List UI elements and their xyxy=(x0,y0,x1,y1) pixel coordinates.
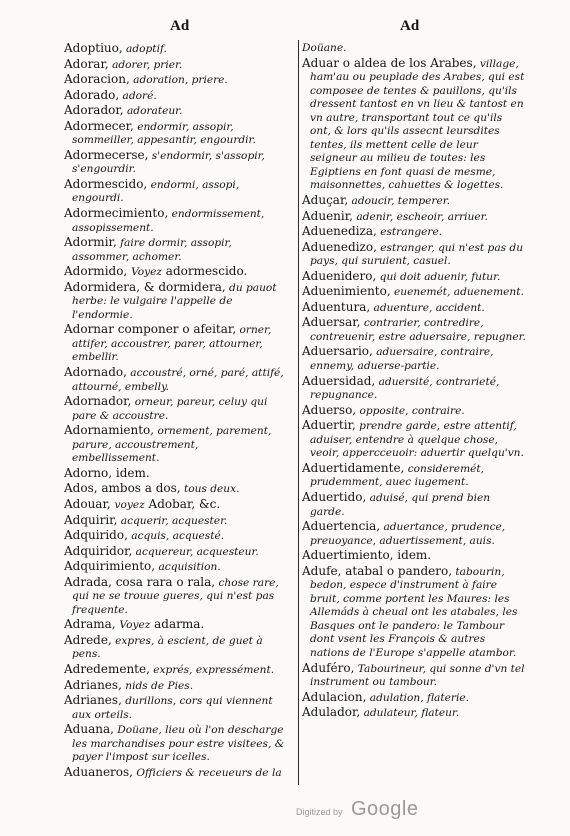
dictionary-entry xyxy=(302,225,526,240)
entry-headword: Adoptiuo, xyxy=(64,41,123,55)
entry-translation: du pauot herbe: le vulgaire l'appelle de l'endormie. xyxy=(72,281,277,321)
entry-headword: Aduçar, xyxy=(302,193,349,208)
entry-translation: faire dormir, assopir, assommer, achomer. xyxy=(72,237,232,263)
entry-headword: Aduertidamente, xyxy=(302,460,405,475)
dictionary-entry xyxy=(302,241,526,269)
entry-headword: Aduenidero, xyxy=(302,268,377,283)
entry-translation: Doüane. xyxy=(302,42,347,54)
entry-headword: Adrama, xyxy=(64,617,120,632)
entry-translation: Voyez xyxy=(131,266,162,279)
entry-headword: Aduféro, xyxy=(302,660,355,675)
entry-translation: prendre garde, estre attentif, aduiser, entendre à quelque chose, veoir, appercceuoir: aduertir quelqu'vn. xyxy=(310,420,524,460)
dictionary-entry xyxy=(302,316,526,344)
dictionary-entry xyxy=(64,207,288,235)
entry-headword: Adornar componer o afeitar, xyxy=(64,322,237,337)
entry-headword: Adulacion, xyxy=(302,689,367,704)
entry-headword: Adrada, cosa rara o rala, xyxy=(64,574,216,589)
entry-translation: adorateur. xyxy=(123,105,183,118)
dictionary-entry xyxy=(64,634,288,662)
entry-translation: adenir, escheoir, arriuer. xyxy=(352,210,488,223)
entry-headword: Adornador, xyxy=(64,394,132,409)
entry-headword: Aduerso, xyxy=(302,402,357,417)
entry-translation: acquereur, acquesteur. xyxy=(132,545,259,558)
entry-translation: adulateur, flateur. xyxy=(360,707,460,720)
dictionary-entry xyxy=(64,679,288,694)
dictionary-entry xyxy=(302,57,526,193)
entry-translation: endormissement, assopissement. xyxy=(72,208,265,234)
entry-translation: aduertance, prudence, preuoyance, aduertissement, auis. xyxy=(310,521,506,547)
entry-translation: chose rare, qui ne se trouue gueres, qui n'est pas frequente. xyxy=(72,576,279,616)
entry-translation: tabourin, bedon, espece d'instrument à faire bruit, comme portent les Maures: les Allemáds à cheual ont les atabales, les Basques ont le pandero: le Tambour dont vsent les François & autres nations de l'Europe s'appelle atambor. xyxy=(310,565,518,659)
dictionary-entry xyxy=(64,560,288,575)
entry-translation: estranger, qui n'est pas du pays, qui suruient, casuel. xyxy=(310,241,524,268)
dictionary-entry xyxy=(64,529,288,544)
entry-translation: voyez xyxy=(114,498,145,511)
entry-headword: Aduersario, xyxy=(302,344,373,359)
entry-headword: Aduentura, xyxy=(302,299,371,314)
dictionary-entry xyxy=(64,424,288,466)
entry-translation: estrangere. xyxy=(376,226,443,239)
dictionary-entry xyxy=(302,285,526,300)
column-divider xyxy=(298,40,299,785)
entry-translation: euenemét, aduenement. xyxy=(390,286,524,299)
dictionary-entry xyxy=(302,462,526,490)
entry-headword: Adormido, xyxy=(64,264,132,279)
entry-translation: adoration, priere. xyxy=(129,74,228,87)
entry-translation: endormi, assopi, engourdi. xyxy=(72,178,240,205)
dictionary-entry xyxy=(64,236,288,264)
entry-reference: adormescido. xyxy=(161,264,248,279)
entry-reference: adarma. xyxy=(150,617,205,632)
digitized-watermark xyxy=(296,798,418,821)
entry-translation: acquerir, acquester. xyxy=(117,514,228,527)
dictionary-entry xyxy=(64,723,288,765)
entry-translation: qui doit aduenir, futur. xyxy=(376,270,501,283)
entry-headword: Aduar o aldea de los Arabes, xyxy=(302,55,477,70)
dictionary-entry xyxy=(64,265,288,280)
entry-headword: Adormecimiento, xyxy=(64,206,169,221)
entry-headword: Aduertir, xyxy=(302,418,356,433)
dictionary-entry xyxy=(64,766,288,781)
dictionary-entry xyxy=(64,323,288,365)
dictionary-entry xyxy=(302,345,526,373)
entry-headword: Adorno, idem. xyxy=(64,465,150,480)
entry-translation: acquisition. xyxy=(155,561,221,574)
entry-translation: accoustré, orné, paré, attifé, attourné, embelly. xyxy=(72,367,284,393)
dictionary-entry xyxy=(64,545,288,560)
dictionary-entry xyxy=(64,366,288,394)
dictionary-entry xyxy=(64,618,288,633)
dictionary-entry xyxy=(302,662,526,690)
entry-translation: expres, à escient, de guet à pens. xyxy=(72,634,263,661)
entry-headword: Adredemente, xyxy=(64,661,150,676)
dictionary-entry xyxy=(302,520,526,548)
entry-translation: durillons, cors qui viennent aux orteils. xyxy=(72,695,273,721)
entry-headword: Adormecerse, xyxy=(64,147,149,162)
dictionary-entry xyxy=(302,270,526,285)
entry-headword: Aduersar, xyxy=(302,315,361,330)
dictionary-entry xyxy=(64,514,288,529)
dictionary-entry xyxy=(64,42,288,57)
entry-headword: Adrede, xyxy=(64,632,112,647)
entry-headword: Adquirimiento, xyxy=(64,559,156,574)
dictionary-entry xyxy=(64,576,288,618)
dictionary-entry xyxy=(64,120,288,148)
dictionary-entry xyxy=(302,301,526,316)
entry-headword: Adorador, xyxy=(64,103,124,118)
entry-translation: endormir, assopir, sommeiller, appesantir, engourdir. xyxy=(72,120,256,147)
digitized-label: Digitized by xyxy=(296,807,343,817)
entry-translation: contrarier, contredire, contreuenir, estre aduersaire, repugner. xyxy=(310,317,526,343)
entry-translation: adoré. xyxy=(119,89,157,102)
entry-translation: Tabourineur, qui sonne d'vn tel instrument ou tambour. xyxy=(310,662,525,689)
entry-translation: Officiers & receueurs de la xyxy=(133,766,282,779)
entry-translation: aduisé, qui prend bien garde. xyxy=(310,491,491,518)
left-column xyxy=(64,42,288,781)
dictionary-entry xyxy=(64,104,288,119)
dictionary-entry xyxy=(64,663,288,678)
entry-translation: acquis, acquesté. xyxy=(127,530,225,543)
dictionary-entry xyxy=(64,73,288,88)
entry-headword: Aduenediza, xyxy=(302,224,377,239)
dictionary-entry xyxy=(302,375,526,403)
dictionary-entry xyxy=(64,467,288,482)
entry-translation: orneur, pareur, celuy qui pare & accoustre. xyxy=(72,396,268,422)
entry-headword: Adquiridor, xyxy=(64,543,133,558)
entry-headword: Aduersidad, xyxy=(302,373,376,388)
entry-translation: adorer, prier. xyxy=(108,58,183,71)
entry-translation: adoucir, temperer. xyxy=(348,195,451,208)
entry-headword: Adornamiento, xyxy=(64,423,155,438)
entry-headword: Aduaneros, xyxy=(64,764,133,779)
dictionary-entry xyxy=(302,194,526,209)
entry-headword: Adouar, xyxy=(64,496,115,511)
entry-headword: Adormescido, xyxy=(64,176,148,191)
entry-headword: Adquirido, xyxy=(64,528,128,543)
header-right: Ad xyxy=(400,18,420,34)
entry-headword: Adquirir, xyxy=(64,512,118,527)
dictionary-entry xyxy=(64,281,288,323)
entry-headword: Aduenir, xyxy=(302,208,353,223)
entry-translation: Voyez xyxy=(119,619,151,632)
entry-translation: orner, attifer, accoustrer, parer, attourner, embellir. xyxy=(72,324,272,364)
dictionary-entry xyxy=(64,149,288,177)
entry-headword: Aduertencia, xyxy=(302,519,381,534)
dictionary-entry xyxy=(302,210,526,225)
entry-headword: Adrianes, xyxy=(64,677,122,692)
entry-translation: consideremét, prudemment, auec iugement. xyxy=(310,462,485,489)
entry-translation: ornement, parement, parure, accoustrement, embellissement. xyxy=(72,425,272,465)
entry-headword: Aduenimiento, xyxy=(302,284,391,299)
dictionary-entry xyxy=(302,565,526,661)
entry-translation: Doüane, lieu où l'on descharge les marchandises pour estre visitees, & payer l'impost sur icelles. xyxy=(72,724,285,764)
google-logo-text: Google xyxy=(350,798,419,820)
header-left: Ad xyxy=(170,18,190,34)
dictionary-entry xyxy=(64,178,288,206)
entry-headword: Adorar, xyxy=(64,56,109,71)
dictionary-entry xyxy=(302,42,526,56)
dictionary-entry xyxy=(302,691,526,706)
entry-headword: Adoracion, xyxy=(64,72,130,87)
entry-translation: village, ham'au ou peuplade des Arabes, qui est composee de tentes & pauillons, qu'ils dressent tantost en vn lieu & tantost en vn autre, transportant tout ce qu'ils ont, & lors qu'ils assecnt leursdites tentes, ils mettent celle de leur seigneur au milieu de toutes: les Egiptiens en font quasi de mesme, maisonnettes, cahuettes & logettes. xyxy=(310,57,525,192)
running-header xyxy=(0,18,570,40)
dictionary-entry xyxy=(302,549,526,564)
entry-headword: Adulador, xyxy=(302,705,361,720)
dictionary-entry xyxy=(64,58,288,73)
dictionary-entry xyxy=(64,482,288,497)
entry-translation: aduersité, contrarieté, repugnance. xyxy=(310,375,500,402)
entry-headword: Adorado, xyxy=(64,87,120,102)
entry-translation: adulation, flaterie. xyxy=(366,691,469,704)
dictionary-entry xyxy=(64,498,288,513)
entry-translation: nids de Pies. xyxy=(121,679,194,692)
dictionary-entry xyxy=(302,706,526,721)
entry-headword: Adufe, atabal o pandero, xyxy=(302,563,453,578)
entry-translation: adoptif. xyxy=(122,43,167,55)
dictionary-entry xyxy=(302,491,526,519)
entry-translation: exprés, expressément. xyxy=(149,663,275,676)
entry-translation: aduersaire, contraire, ennemy, aduerse-partie. xyxy=(310,346,494,373)
entry-translation: aduenture, accident. xyxy=(370,301,485,314)
entry-reference: Adobar, &c. xyxy=(144,496,221,511)
entry-headword: Aduertido, xyxy=(302,489,367,504)
dictionary-entry xyxy=(302,404,526,419)
entry-headword: Aduertimiento, idem. xyxy=(302,548,432,563)
entry-headword: Adornado, xyxy=(64,365,127,380)
entry-headword: Aduenedizo, xyxy=(302,239,377,254)
dictionary-entry xyxy=(64,89,288,104)
entry-headword: Ados, ambos a dos, xyxy=(64,481,181,496)
right-column xyxy=(302,42,526,722)
entry-translation: opposite, contraire. xyxy=(356,404,465,417)
dictionary-entry xyxy=(64,395,288,423)
entry-translation: tous deux. xyxy=(180,483,240,496)
entry-translation: s'endormir, s'assopir, s'engourdir. xyxy=(72,149,265,176)
dictionary-entry xyxy=(302,419,526,461)
entry-headword: Adormir, xyxy=(64,235,117,250)
entry-headword: Aduana, xyxy=(64,722,114,737)
entry-headword: Adrianes, xyxy=(64,693,122,708)
dictionary-entry xyxy=(64,694,288,722)
entry-headword: Adormidera, & dormidera, xyxy=(64,279,226,294)
entry-headword: Adormecer, xyxy=(64,118,134,133)
